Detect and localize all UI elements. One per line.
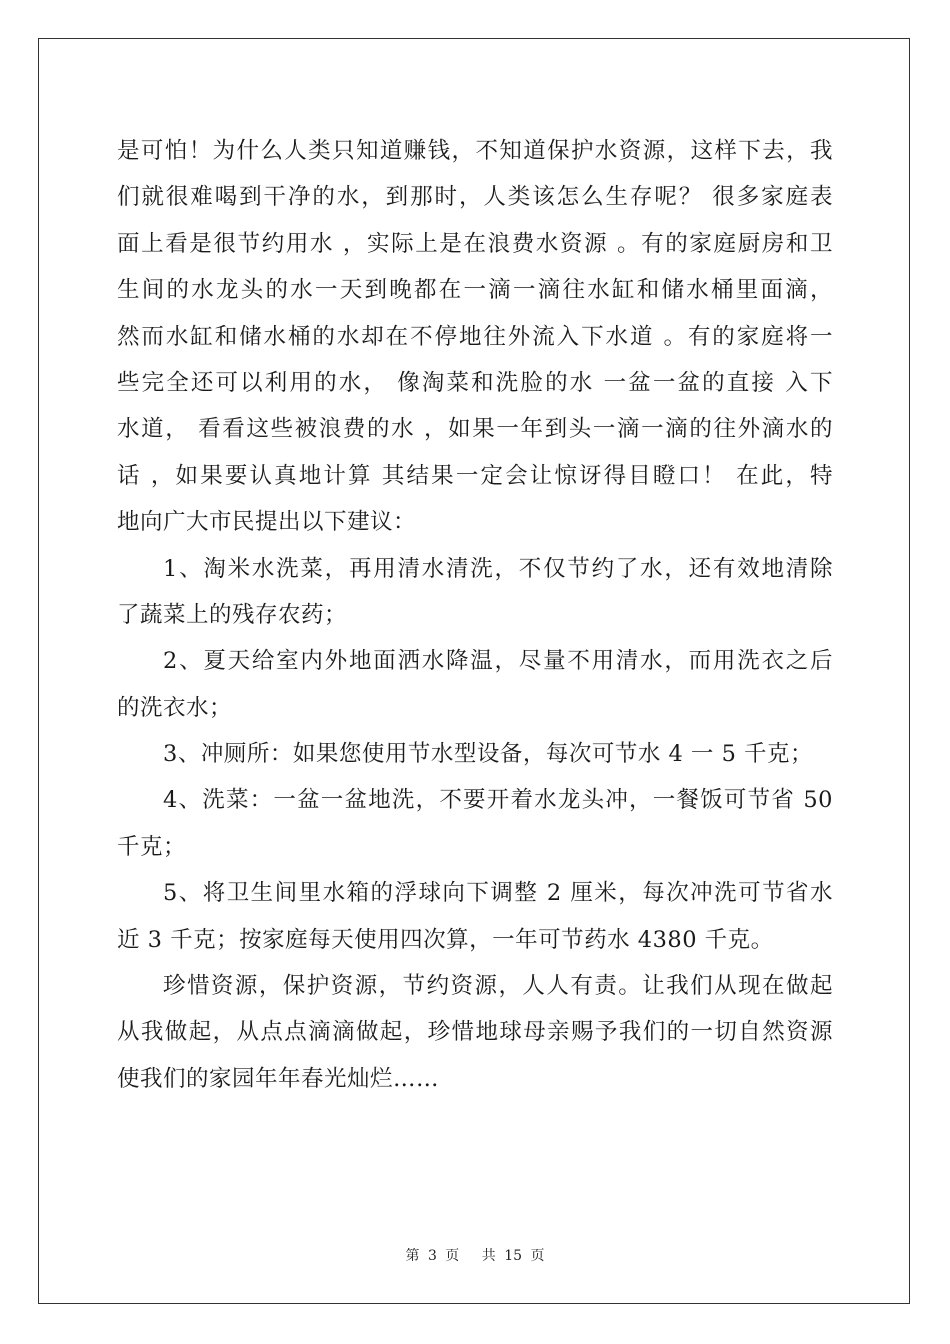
suggestion-4-line: 4、洗菜：一盆一盆地洗，不要开着水龙头冲，一餐饭可节省 50 — [163, 787, 833, 814]
suggestion-1-line: 了蔬菜上的残存农药； — [117, 601, 348, 628]
text-line: 生间的水龙头的水一天到晚都在一滴一滴往水缸和储水桶里面滴， — [117, 277, 833, 304]
text-line: 些完全还可以利用的水， 像淘菜和洗脸的水 一盆一盆的直接 入下 — [117, 369, 833, 396]
text-line: 们就很难喝到干净的水，到那时，人类该怎么生存呢？ 很多家庭表 — [117, 184, 833, 211]
text-line: 是可怕！为什么人类只知道赚钱，不知道保护水资源，这样下去，我 — [117, 138, 833, 164]
text-line: 地向广大市民提出以下建议： — [117, 509, 417, 536]
text-line: 然而水缸和储水桶的水却在不停地往外流入下水道 。有的家庭将一 — [117, 323, 833, 350]
suggestion-5-line: 近 3 千克；按家庭每天使用四次算，一年可节药水 4380 千克。 — [117, 926, 774, 953]
text-line: 面上看是很节约用水 ，实际上是在浪费水资源 。有的家庭厨房和卫 — [117, 230, 833, 257]
suggestion-2-line: 的洗衣水； — [117, 694, 233, 721]
suggestion-3-line: 3、冲厕所：如果您使用节水型设备，每次可节水 4 一 5 千克； — [163, 741, 814, 768]
document-body — [117, 128, 833, 1102]
suggestion-1-line: 1、淘米水洗菜，再用清水清洗，不仅节约了水，还有效地清除 — [163, 555, 833, 582]
suggestion-4-line: 千克； — [117, 833, 187, 860]
closing-paragraph-line: 珍惜资源，保护资源，节约资源，人人有责。让我们从现在做起 — [163, 973, 833, 1000]
page-number-footer: 第 3 页 共 15 页 — [405, 1248, 545, 1264]
closing-paragraph-line: 从我做起，从点点滴滴做起，珍惜地球母亲赐予我们的一切自然资源 — [117, 1019, 833, 1046]
closing-paragraph-line: 使我们的家园年年春光灿烂…… — [117, 1065, 440, 1092]
suggestion-5-line: 5、将卫生间里水箱的浮球向下调整 2 厘米，每次冲洗可节省水 — [163, 880, 833, 907]
text-line: 话 ，如果要认真地计算 其结果一定会让惊讶得目瞪口！ 在此，特 — [117, 462, 833, 489]
suggestion-2-line: 2、夏天给室内外地面洒水降温，尽量不用清水，而用洗衣之后 — [163, 648, 833, 675]
text-line: 水道， 看看这些被浪费的水 ，如果一年到头一滴一滴的往外滴水的 — [117, 416, 833, 443]
